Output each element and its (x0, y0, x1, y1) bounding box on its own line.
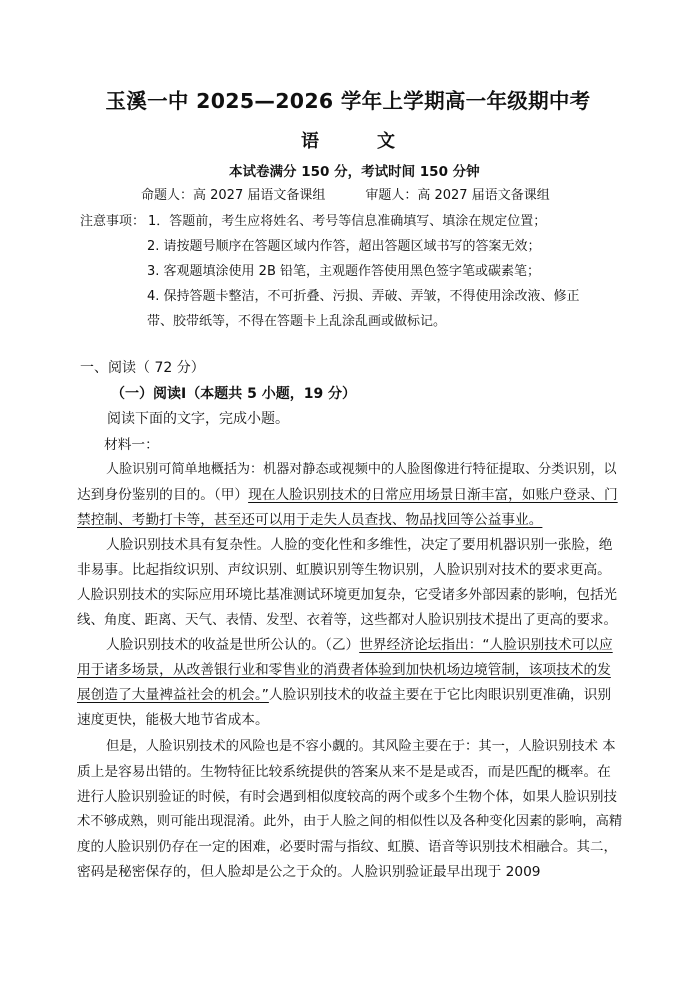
note-item: 带、胶带纸等，不得在答题卡上乱涂乱画或做标记。 (147, 314, 447, 329)
text-line: 人脸识别技术的实际应用环境比基准测试环境更加复杂，它受诸多外部因素的影响，包括光 (77, 587, 617, 603)
exam-title: 玉溪一中 2025—2026 学年上学期高一年级期中考 (105, 89, 591, 113)
text-line: 用于诸多场景，从改善银行业和零售业的消费者体验到加快机场边境管制，该项技术的发 (77, 662, 611, 678)
note-item: 4. 保持答题卡整洁，不可折叠、污损、弄破、弄皱，不得使用涂改液、修正 (147, 289, 580, 304)
note-item: 2. 请按题号顺序在答题区域内作答，超出答题区域书写的答案无效； (147, 239, 541, 254)
exam-info: 本试卷满分 150 分，考试时间 150 分钟 (229, 164, 480, 180)
text-line: 质上是容易出错的。生物特征比较系统提供的答案从来不是是或否，而是匹配的概率。在 (77, 764, 611, 780)
instruction: 阅读下面的文字，完成小题。 (107, 411, 289, 427)
text-line: 达到身份鉴别的目的。（甲）现在人脸识别技术的日常应用场景日渐丰富，如账户登录、门 (77, 487, 618, 503)
text-line: 展创造了大量裨益社会的机会。”人脸识别技术的收益主要在于它比肉眼识别更准确，识别 (77, 687, 612, 703)
section-subtitle: （一）阅读Ⅰ（本题共 5 小题，19 分） (111, 386, 357, 402)
note-item: 1．答题前，考生应将姓名、考号等信息准确填写、填涂在规定位置； (148, 214, 547, 229)
note-item: 3. 客观题填涂使用 2B 铅笔，主观题作答使用黑色签字笔或碳素笔； (147, 264, 540, 279)
text-line: 密码是秘密保存的，但人脸却是公之于众的。人脸识别验证最早出现于 2009 (77, 864, 541, 880)
text-line: 人脸识别可简单地概括为：机器对静态或视频中的人脸图像进行特征提取、分类识别，以 (106, 462, 617, 477)
section-title: 一、阅读（ 72 分） (80, 360, 205, 376)
subject-name (0, 127, 696, 153)
text-line: 进行人脸识别验证的时候，有时会遇到相似度较高的两个或多个生物个体，如果人脸识别技 (77, 789, 617, 805)
text-line: 禁控制、考勤打卡等，甚至还可以用于走失人员查找、物品找回等公益事业。 (77, 512, 543, 528)
notes-label: 注意事项： (80, 214, 146, 229)
text-line: 非易事。比起指纹识别、声纹识别、虹膜识别等生物识别，人脸识别对技术的要求更高。 (77, 562, 611, 578)
text-line: 术不够成熟，则可能出现混淆。此外，由于人脸之间的相似性以及各种变化因素的影响，高精 (77, 814, 623, 829)
text-line: 速度更快，能极大地节省成本。 (77, 712, 269, 728)
text-line: 度的人脸识别仍存在一定的困难，必要时需与指纹、虹膜、语音等识别技术相融合。其二， (77, 839, 617, 855)
reviewer: 审题人：高 2027 届语文备课组 (365, 188, 550, 203)
material-label: 材料一： (104, 437, 159, 453)
subject-char-1: 语 (301, 131, 319, 152)
setter: 命题人：高 2027 届语文备课组 (141, 188, 326, 203)
text-line: 但是，人脸识别技术的风险也是不容小觑的。其风险主要在于：其一，人脸识别技术 本 (106, 739, 616, 754)
text-line: 人脸识别技术的收益是世所公认的。（乙）世界经济论坛指出：“人脸识别技术可以应 (106, 637, 613, 653)
text-line: 线、角度、距离、天气、表情、发型、衣着等，这些都对人脸识别技术提出了更高的要求。 (77, 612, 617, 628)
text-line: 人脸识别技术具有复杂性。人脸的变化性和多维性，决定了要用机器识别一张脸，绝 (106, 537, 613, 553)
subject-char-2: 文 (377, 131, 395, 152)
exam-authors (141, 184, 550, 203)
